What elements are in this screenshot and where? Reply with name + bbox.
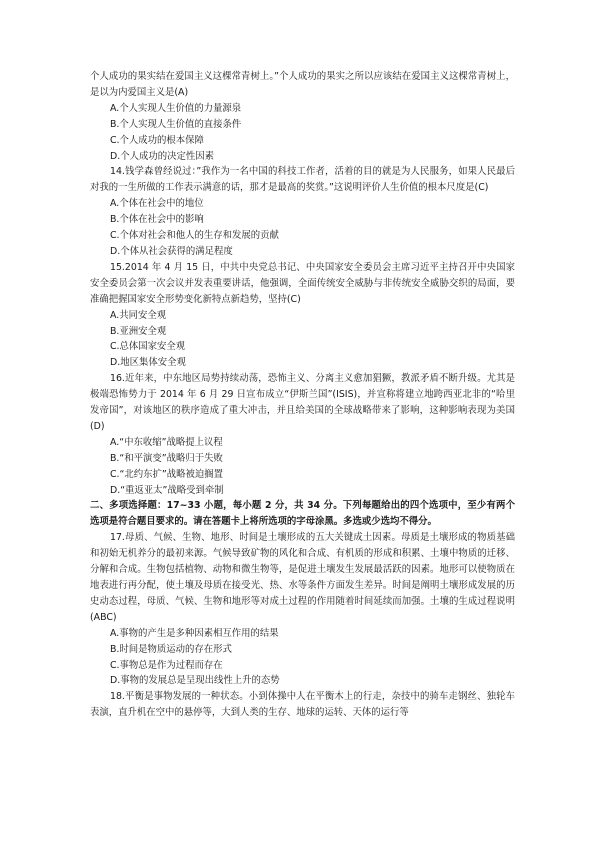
q15-option-b: B.亚洲安全观 [110,325,167,337]
q15-text: 15.2014 年 4 月 15 日，中共中央党总书记、中央国家安全委员会主席习近平主持召开中央国家安全委员会第一次会议并发表重要讲话，他强调，全面传统安全威胁与非传统安全威胁交织的局面，要准确把握国家安全形势变化新特点新趋势，坚持(C) [90,261,515,305]
intro-option-a: A.个人实现人生价值的力量源泉 [110,102,242,114]
q16-option-d: D.“重返亚太”战略受到牵制 [110,484,224,496]
q17-option-a: A.事物的产生是多种因素相互作用的结果 [110,627,279,639]
q15-option-a: A.共同安全观 [110,309,167,321]
q17-option-b: B.时间是物质运动的存在形式 [110,643,232,655]
q14-text: 14.钱学森曾经说过：”我作为一名中国的科技工作者，活着的目的就是为人民服务，如果人民最后对我的一生所做的工作表示满意的话，那才是最高的奖赏。”这说明评价人生价值的根本尺度是(C) [90,166,515,194]
q15-option-c: C.总体国家安全观 [110,341,186,353]
q17-text: 17.母质、气候、生物、地形、时间是土壤形成的五大关键成土因素。母质是土壤形成的物质基础和初始无机养分的最初来源。气候导致矿物的风化和合成、有机质的形成和积累、土壤中物质的迁移、分解和合成。生物包括植物、动物和微生物等，是促进土壤发生发展最活跃的因素。地形可以使物质在地表进行再分配，使土壤及母质在接受光、热、水等条件方面发生差异。时间是阐明土壤形成发展的历史动态过程，母质、气候、生物和地形等对成土过程的作用随着时间延续而加强。土壤的生成过程说明(ABC) [90,532,515,623]
intro-question-text: 个人成功的果实结在爱国主义这棵常青树上。”个人成功的果实之所以应该结在爱国主义这棵常青树上，是以为内爱国主义是(A) [90,71,515,98]
q16-text: 16.近年来，中东地区局势持续动荡，恐怖主义、分离主义愈加猖獗，教派矛盾不断升级。尤其是极端恐怖势力于 2014 年 6 月 29 日宣布成立“伊斯兰国”(ISIS)，并宣称将建立地跨西亚北非的“哈里发帝国”，对该地区的秩序造成了重大冲击，并且给美国的全球战略带来了影响，这种影响表现为美国(D) [90,373,515,432]
exam-page [90,69,515,721]
q17-option-d: D.事物的发展总是呈现出线性上升的态势 [110,675,280,687]
intro-option-d: D.个人成功的决定性因素 [110,150,214,162]
q17-option-c: C.事物总是作为过程而存在 [110,659,223,671]
q16-option-c: C.“北约东扩”战略被迫搁置 [110,468,223,480]
q14-option-b: B.个体在社会中的影响 [110,214,204,226]
q18-text: 18.平衡是事物发展的一种状态。小到体操中人在平衡木上的行走，杂技中的骑车走钢丝、独轮车表演，直升机在空中的悬停等，大到人类的生存、地球的运转、天体的运行等 [90,691,515,719]
q14-option-c: C.个体对社会和他人的生存和发展的贡献 [110,230,279,242]
q16-option-a: A.“中东收缩”战略提上议程 [110,436,223,448]
q16-option-b: B.“和平演变”战略归于失败 [110,452,223,464]
intro-option-b: B.个人实现人生价值的直接条件 [110,118,242,130]
q14-option-d: D.个体从社会获得的满足程度 [110,245,233,257]
intro-option-c: C.个人成功的根本保障 [110,134,204,146]
section-2-heading: 二、多项选择题：17~33 小题，每小题 2 分，共 34 分。下列每题给出的四个选项中，至少有两个选项是符合题目要求的。请在答题卡上将所选项的字母涂黑。多选或少选均不得分。 [90,500,515,528]
q14-option-a: A.个体在社会中的地位 [110,198,204,210]
q15-option-d: D.地区集体安全观 [110,357,186,369]
